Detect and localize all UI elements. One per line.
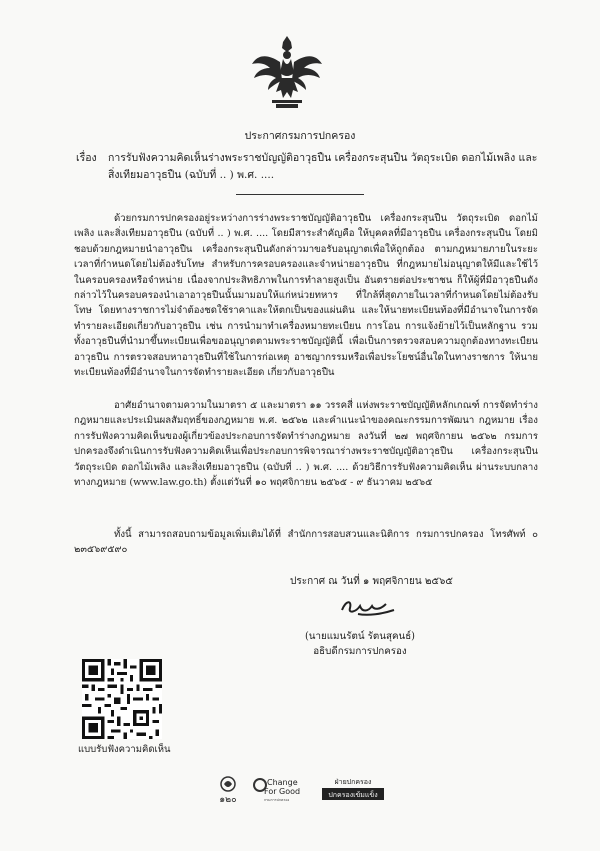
qr-code-icon[interactable]: [82, 659, 162, 739]
signer-title: อธิบดีกรมการปกครอง: [313, 646, 407, 657]
subject-text: การรับฟังความคิดเห็นร่างพระราชบัญญัติอาวุธปืน เครื่องกระสุนปืน วัตถุระเบิด ดอกไม้เพลิง และสิ่งเทียมอาวุธปืน (ฉบับที่ .. ) พ.ศ. ....: [108, 152, 538, 181]
change-sub: กรมการปกครอง: [264, 798, 290, 802]
signer-block: [260, 629, 460, 659]
signer-name: (นายแมนรัตน์ รัตนสุคนธ์): [304, 631, 416, 642]
qr-caption: แบบรับฟังความคิดเห็น: [78, 744, 171, 755]
dateline: ประกาศ ณ วันที่ ๑ พฤศจิกายน ๒๕๖๕: [290, 576, 453, 587]
change-line2: For Good: [264, 787, 301, 796]
signature-icon: [338, 596, 398, 618]
centenary-logo-icon: [208, 774, 248, 804]
divider: [236, 194, 364, 195]
body-paragraph-2: อาศัยอำนาจตามความในมาตรา ๕ และมาตรา ๑๑ วรรคสี่ แห่งพระราชบัญญัติหลักเกณฑ์ การจัดทำร่างกฎหมายและประเมินผลสัมฤทธิ์ของกฎหมาย พ.ศ. ๒๕๖๒ และคำแนะนำของคณะกรรมการพัฒนา กฎหมาย เรื่อง การรับฟังความคิดเห็นของผู้เกี่ยวข้องประกอบการจัดทำร่างกฎหมาย ลงวันที่ ๒๗ พฤศจิกายน ๒๕๖๒ กรมการปกครองจึงดำเนินการรับฟังความคิดเห็นเพื่อประกอบการพิจารณาร่างพระราชบัญญัติอาวุธปืน เครื่องกระสุนปืน วัตถุระเบิด ดอกไม้เพลิง และสิ่งเทียมอาวุธปืน (ฉบับที่ .. ) พ.ศ. .... ด้วยวิธีการรับฟังความคิดเห็น ผ่านระบบกลางทางกฎหมาย (www.law.go.th) ตั้งแต่วันที่ ๑๐ พฤศจิกายน ๒๕๖๕ - ๙ ธันวาคม ๒๕๖๕: [74, 400, 538, 489]
strong-admin-logo-icon: [318, 774, 388, 804]
change-for-good-logo-icon: [252, 774, 310, 804]
body-paragraph-3: ทั้งนี้ สามารถสอบถามข้อมูลเพิ่มเติมได้ที่ สำนักการสอบสวนและนิติการ กรมการปกครอง โทรศัพท์ ๐ ๒๓๕๖๙๕๙๐: [74, 529, 538, 556]
centenary-text: ๑๒๐: [219, 795, 237, 804]
third-logo-top: ฝ่ายปกครอง: [334, 778, 372, 786]
garuda-emblem-icon: [250, 34, 324, 110]
body-paragraph-1: ด้วยกรมการปกครองอยู่ระหว่างการร่างพระราชบัญญัติอาวุธปืน เครื่องกระสุนปืน วัตถุระเบิด ดอกไม้เพลิง และสิ่งเทียมอาวุธปืน (ฉบับที่ .. ) พ.ศ. .... โดยมีสาระสำคัญคือ ให้บุคคลที่มีอาวุธปืน เครื่องกระสุนปืน โดยมิชอบด้วยกฎหมายนำอาวุธปืน เครื่องกระสุนปืนดังกล่าวมาขอรับอนุญาตเพื่อให้ถูกต้อง ตามกฎหมายภายในระยะเวลาที่กำหนดโดยไม่ต้องรับโทษ สำหรับการครอบครองและจำหน่ายอาวุธปืน ที่กฎหมายไม่อนุญาตให้มีและใช้ไว้ในครอบครองหรือจำหน่าย เนื่องจากประสิทธิภาพในการทำลายสูงเป็น อันตรายต่อประชาชน ก็ให้ผู้ที่มีอาวุธปืนดังกล่าวไว้ในครอบครองนำเอาอาวุธปืนนั้นมามอบให้แก่หน่วยทหาร ที่ใกล้ที่สุดภายในเวลาที่กำหนดโดยไม่ต้องรับโทษ โดยทางราชการไม่จำต้องชดใช้ราคาและให้ตกเป็นของแผ่นดิน และให้นายทะเบียนท้องที่มีอำนาจในการจัดทำรายละเอียดเกี่ยวกับอาวุธปืน เช่น การนำมาทำเครื่องหมายทะเบียน การโอน การแจ้งย้ายไว้เป็นหลักฐาน รวมทั้งอาวุธปืนที่นำมาขึ้นทะเบียนเพื่อขออนุญาตตามพระราชบัญญัตินี้ เพื่อเป็นการตรวจสอบความถูกต้องทางทะเบียนอาวุธปืน การตรวจสอบหาอาวุธปืนที่ใช้ในการก่อเหตุ อาชญากรรมหรือเพื่อประโยชน์อื่นใดในทางราชการ ให้นายทะเบียนท้องที่มีอำนาจในการจัดทำรายละเอียด เกี่ยวกับอาวุธปืน: [74, 213, 538, 379]
subject-label: เรื่อง: [76, 152, 97, 164]
third-logo-box: ปกครองเข้มแข็ง: [328, 791, 378, 799]
announcement-heading: ประกาศกรมการปกครอง: [244, 130, 356, 142]
change-line1: Change: [267, 778, 298, 787]
